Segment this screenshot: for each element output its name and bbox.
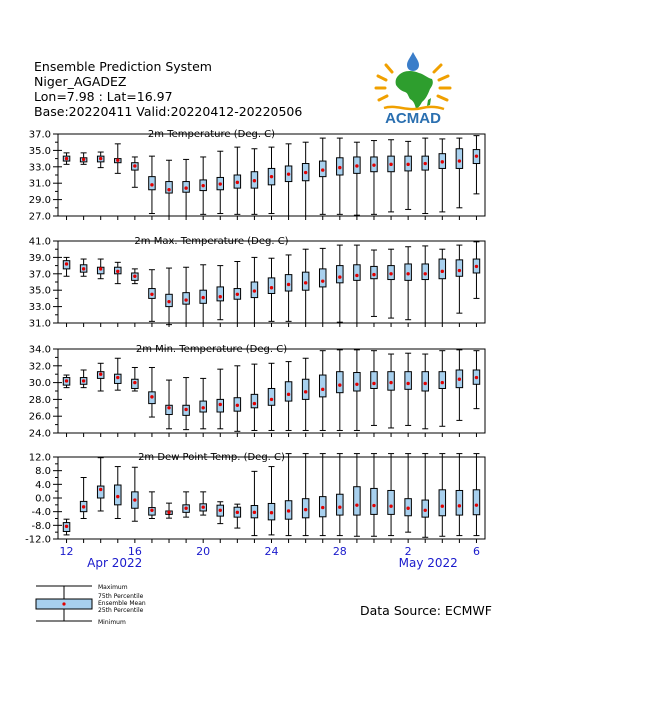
mean-dot: [167, 406, 170, 409]
iqr-box: [251, 394, 257, 407]
mean-dot: [99, 373, 102, 376]
mean-dot: [116, 495, 119, 498]
iqr-box: [354, 265, 361, 281]
location-name: Niger_AGADEZ: [34, 74, 127, 89]
iqr-box: [371, 266, 378, 278]
mean-dot: [65, 525, 68, 528]
mean-dot: [184, 408, 187, 411]
y-tick-label: 29.0: [28, 195, 51, 207]
coordinates: Lon=7.98 : Lat=16.97: [34, 89, 173, 104]
y-tick-label: 26.0: [28, 411, 51, 423]
mean-dot: [321, 279, 324, 282]
mean-dot: [270, 175, 273, 178]
mean-dot: [219, 509, 222, 512]
mean-dot: [65, 157, 68, 160]
mean-dot: [389, 272, 392, 275]
legend-mean: Ensemble Mean: [98, 600, 146, 607]
iqr-box: [456, 490, 463, 515]
iqr-box: [115, 485, 122, 505]
mean-dot: [201, 296, 204, 299]
x-tick-label: 24: [264, 545, 279, 558]
mean-dot: [338, 383, 341, 386]
mean-dot: [270, 286, 273, 289]
mean-dot: [458, 378, 461, 381]
mean-dot: [424, 382, 427, 385]
iqr-box: [439, 372, 446, 389]
y-tick-label: 41.0: [28, 236, 51, 248]
mean-dot: [441, 505, 444, 508]
mean-dot: [304, 390, 307, 393]
mean-dot: [201, 406, 204, 409]
panel-title: 2m Temperature (Deg. C): [147, 129, 276, 140]
y-tick-label: -12.0: [25, 534, 51, 546]
mean-dot: [304, 171, 307, 174]
mean-dot: [167, 511, 170, 514]
mean-dot: [236, 404, 239, 407]
iqr-box: [422, 500, 429, 517]
iqr-box: [302, 379, 309, 399]
mean-dot: [338, 166, 341, 169]
mean-dot: [236, 181, 239, 184]
y-tick-label: 27.0: [28, 211, 51, 223]
y-tick-label: 37.0: [28, 269, 51, 281]
mean-dot: [133, 381, 136, 384]
y-tick-label: 35.0: [28, 285, 51, 297]
mean-dot: [201, 184, 204, 187]
mean-dot: [150, 293, 153, 296]
mean-dot: [372, 504, 375, 507]
y-tick-label: 33.0: [28, 302, 51, 314]
mean-dot: [99, 267, 102, 270]
mean-dot: [201, 506, 204, 509]
mean-dot: [253, 402, 256, 405]
mean-dot: [389, 381, 392, 384]
mean-dot: [338, 275, 341, 278]
mean-dot: [253, 179, 256, 182]
iqr-box: [371, 488, 378, 514]
iqr-box: [473, 490, 480, 515]
x-tick-label: 2: [404, 545, 412, 558]
legend-maximum: Maximum: [98, 584, 128, 591]
iqr-box: [354, 373, 361, 391]
mean-dot: [287, 393, 290, 396]
mean-dot: [150, 183, 153, 186]
mean-dot: [406, 272, 409, 275]
box-legend: [30, 580, 180, 630]
iqr-box: [337, 266, 344, 283]
legend-p25: 25th Percentile: [98, 607, 144, 614]
mean-dot: [355, 503, 358, 506]
y-tick-label: -4.0: [31, 507, 51, 519]
mean-dot: [184, 298, 187, 301]
iqr-box: [217, 287, 224, 301]
legend-p75: 75th Percentile: [98, 593, 144, 600]
iqr-box: [371, 372, 378, 389]
mean-dot: [355, 383, 358, 386]
mean-dot: [424, 272, 427, 275]
iqr-box: [405, 372, 412, 390]
iqr-box: [354, 487, 361, 515]
iqr-box: [388, 490, 395, 514]
mean-dot: [304, 281, 307, 284]
mean-dot: [441, 270, 444, 273]
y-tick-label: 32.0: [28, 361, 51, 373]
iqr-box: [456, 149, 463, 169]
mean-dot: [475, 376, 478, 379]
mean-dot: [219, 295, 222, 298]
y-tick-label: 37.0: [28, 129, 51, 141]
mean-dot: [150, 509, 153, 512]
mean-dot: [236, 511, 239, 514]
y-tick-label: 33.0: [28, 162, 51, 174]
mean-dot: [321, 168, 324, 171]
month-label-apr: Apr 2022: [87, 556, 143, 570]
iqr-box: [268, 388, 275, 405]
mean-dot: [406, 507, 409, 510]
y-tick-label: 4.0: [35, 479, 51, 491]
month-label-may: May 2022: [398, 556, 458, 570]
mean-dot: [338, 506, 341, 509]
mean-dot: [372, 163, 375, 166]
mean-dot: [82, 379, 85, 382]
iqr-box: [456, 260, 463, 276]
mean-dot: [133, 498, 136, 501]
mean-dot: [287, 509, 290, 512]
mean-dot: [424, 509, 427, 512]
iqr-box: [337, 372, 344, 393]
mean-dot: [389, 505, 392, 508]
y-tick-label: 0.0: [35, 493, 51, 505]
x-tick-label: 16: [127, 545, 142, 558]
mean-dot: [99, 488, 102, 491]
mean-dot: [458, 504, 461, 507]
mean-dot: [441, 381, 444, 384]
iqr-box: [268, 278, 275, 294]
mean-dot: [65, 379, 68, 382]
mean-dot: [475, 154, 478, 157]
y-tick-label: 8.0: [35, 466, 51, 478]
mean-dot: [65, 262, 68, 265]
x-tick-label: 12: [59, 545, 74, 558]
mean-dot: [184, 507, 187, 510]
mean-dot: [133, 164, 136, 167]
mean-dot: [236, 293, 239, 296]
logo-text: ACMAD: [385, 110, 441, 126]
mean-dot: [475, 265, 478, 268]
iqr-box: [422, 372, 429, 391]
y-tick-label: 39.0: [28, 252, 51, 264]
mean-dot: [372, 273, 375, 276]
panel-title: 2m Max. Temperature (Deg. C): [134, 236, 289, 247]
legend-mean-dot: [62, 602, 65, 605]
mean-dot: [116, 376, 119, 379]
mean-dot: [167, 300, 170, 303]
y-tick-label: -8.0: [31, 520, 51, 532]
mean-dot: [287, 283, 290, 286]
mean-dot: [406, 163, 409, 166]
mean-dot: [253, 289, 256, 292]
iqr-box: [319, 269, 326, 287]
mean-dot: [321, 506, 324, 509]
mean-dot: [99, 157, 102, 160]
mean-dot: [321, 388, 324, 391]
mean-dot: [219, 182, 222, 185]
mean-dot: [355, 274, 358, 277]
iqr-box: [422, 264, 429, 280]
mean-dot: [133, 275, 136, 278]
mean-dot: [270, 398, 273, 401]
x-tick-label: 20: [196, 545, 211, 558]
mean-dot: [406, 382, 409, 385]
iqr-box: [319, 375, 326, 397]
mean-dot: [441, 160, 444, 163]
mean-dot: [167, 188, 170, 191]
mean-dot: [475, 503, 478, 506]
y-tick-label: 24.0: [28, 428, 51, 440]
mean-dot: [219, 403, 222, 406]
mean-dot: [82, 505, 85, 508]
mean-dot: [458, 269, 461, 272]
y-tick-label: 12.0: [28, 452, 51, 464]
mean-dot: [82, 158, 85, 161]
y-tick-label: 28.0: [28, 394, 51, 406]
mean-dot: [270, 511, 273, 514]
mean-dot: [458, 159, 461, 162]
y-tick-label: 31.0: [28, 178, 51, 190]
y-tick-label: 30.0: [28, 378, 51, 390]
base-valid-dates: Base:20220411 Valid:20220412-20220506: [34, 104, 303, 119]
mean-dot: [253, 511, 256, 514]
mean-dot: [116, 159, 119, 162]
panel-title: 2m Min. Temperature (Deg. C): [135, 344, 288, 355]
mean-dot: [287, 172, 290, 175]
mean-dot: [82, 267, 85, 270]
x-tick-label: 28: [332, 545, 347, 558]
panel-title: 2m Dew Point Temp. (Deg. C): [138, 452, 285, 463]
mean-dot: [304, 508, 307, 511]
mean-dot: [184, 186, 187, 189]
y-tick-label: 35.0: [28, 145, 51, 157]
iqr-box: [439, 259, 446, 279]
iqr-box: [439, 490, 446, 516]
mean-dot: [389, 163, 392, 166]
y-tick-label: 31.0: [28, 318, 51, 330]
y-tick-label: 34.0: [28, 344, 51, 356]
system-title: Ensemble Prediction System: [34, 59, 212, 74]
iqr-box: [285, 382, 292, 401]
legend-minimum: Minimum: [98, 619, 126, 626]
data-source: Data Source: ECMWF: [360, 603, 492, 618]
mean-dot: [424, 162, 427, 165]
x-tick-label: 6: [472, 545, 480, 558]
iqr-box: [337, 494, 344, 515]
mean-dot: [116, 270, 119, 273]
mean-dot: [355, 164, 358, 167]
mean-dot: [372, 382, 375, 385]
mean-dot: [150, 395, 153, 398]
